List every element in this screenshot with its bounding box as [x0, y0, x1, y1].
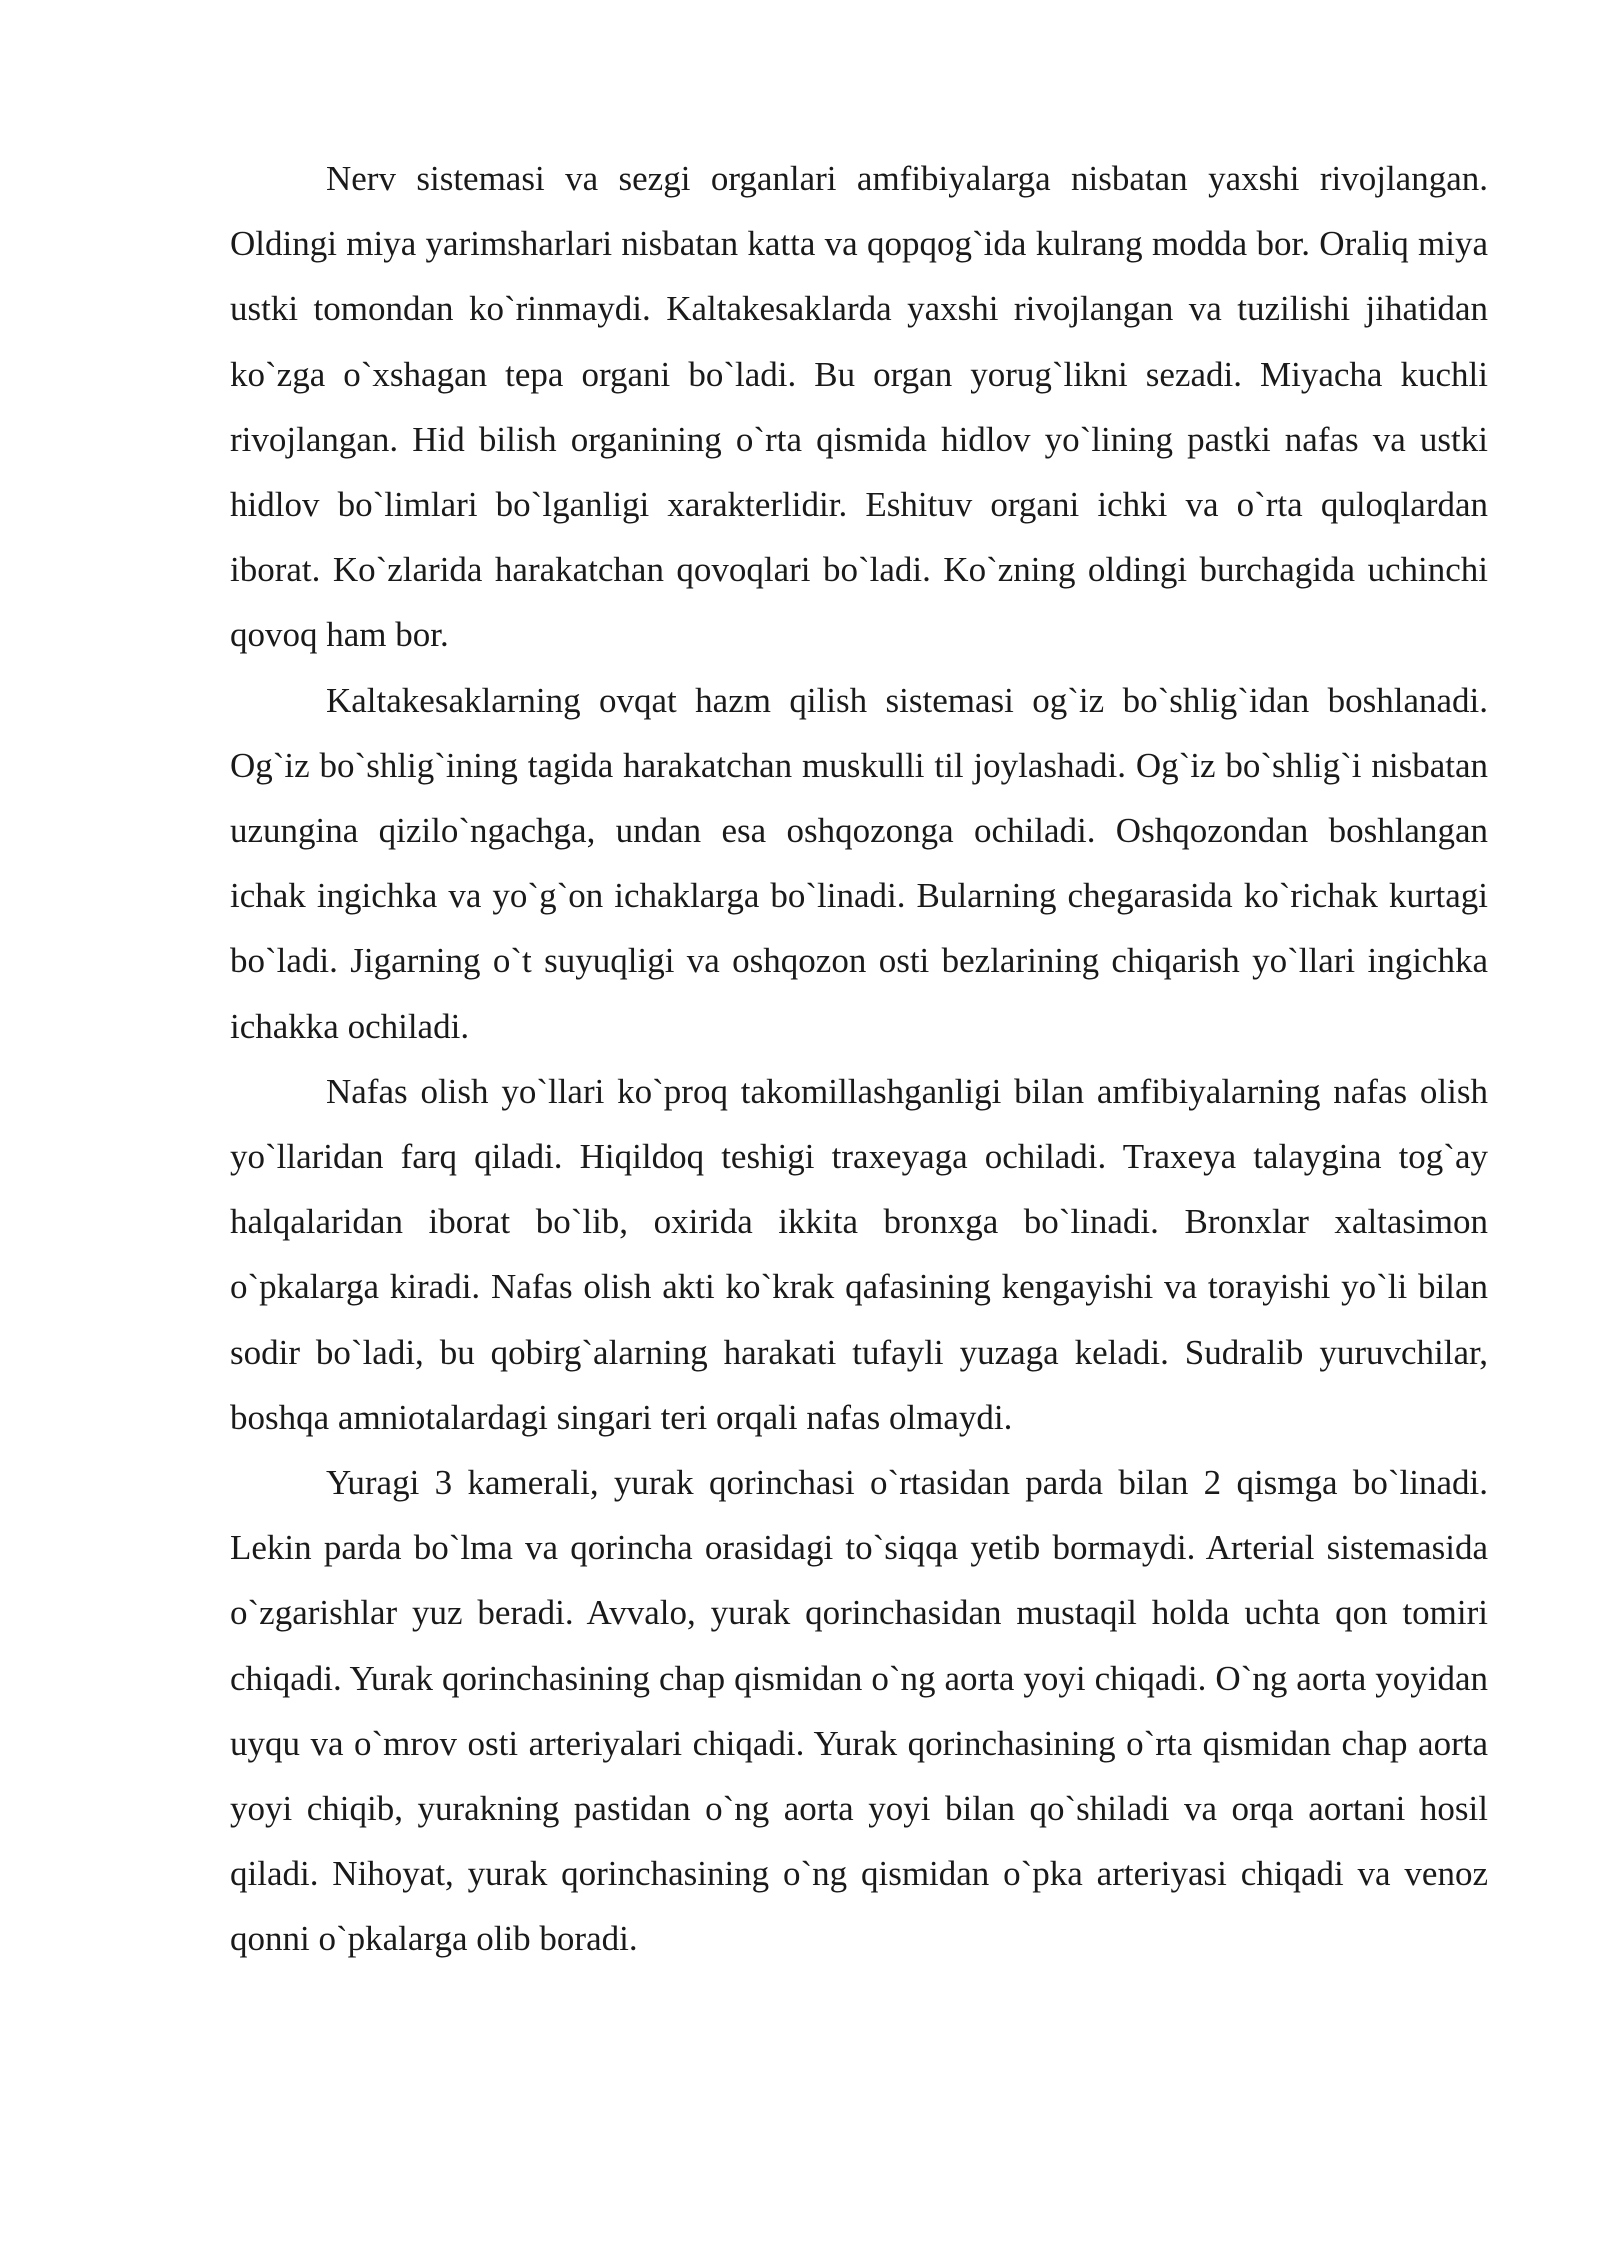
paragraph-nervous-system: Nerv sistemasi va sezgi organlari amfibiyalarga nisbatan yaxshi rivojlangan. Oldingi miya yarimsharlari nisbatan katta va qopqog`ida kulrang modda bor. Oraliq miya ustki tomondan ko`rinmaydi. Kaltakesaklarda yaxshi rivojlangan va tuzilishi jihatidan ko`zga o`xshagan tepa organi bo`ladi. Bu organ yorug`likni sezadi. Miyacha kuchli rivojlangan. Hid bilish organining o`rta qismida hidlov yo`lining pastki nafas va ustki hidlov bo`limlari bo`lganligi xarakterlidir. Eshituv organi ichki va o`rta quloqlardan iborat. Ko`zlarida harakatchan qovoqlari bo`ladi. Ko`zning oldingi burchagida uchinchi qovoq ham bor. — [230, 159, 1488, 655]
paragraph-digestive-system: Kaltakesaklarning ovqat hazm qilish sistemasi og`iz bo`shlig`idan boshlanadi. Og`iz bo`shlig`ining tagida harakatchan muskulli til joylashadi. Og`iz bo`shlig`i nisbatan uzungina qizilo`ngachga, undan esa oshqozonga ochiladi. Oshqozondan boshlangan ichak ingichka va yo`g`on ichaklarga bo`linadi. Bularning chegarasida ko`richak kurtagi bo`ladi. Jigarning o`t suyuqligi va oshqozon osti bezlarining chiqarish yo`llari ingichka ichakka ochiladi. — [230, 680, 1488, 1046]
paragraph-respiratory-system: Nafas olish yo`llari ko`proq takomillashganligi bilan amfibiyalarning nafas olish yo`llaridan farq qiladi. Hiqildoq teshigi traxeyaga ochiladi. Traxeya talaygina tog`ay halqalaridan iborat bo`lib, oxirida ikkita bronxga bo`linadi. Bronxlar xaltasimon o`pkalarga kiradi. Nafas olish akti ko`krak qafasining kengayishi va torayishi yo`li bilan sodir bo`ladi, bu qobirg`alarning harakati tufayli yuzaga keladi. Sudralib yuruvchilar, boshqa amniotalardagi singari teri orqali nafas olmaydi. — [230, 1071, 1488, 1437]
paragraph-circulatory-system: Yuragi 3 kamerali, yurak qorinchasi o`rtasidan parda bilan 2 qismga bo`linadi. Lekin parda bo`lma va qorincha orasidagi to`siqqa yetib bormaydi. Arterial sistemasida o`zgarishlar yuz beradi. Avvalo, yurak qorinchasidan mustaqil holda uchta qon tomiri chiqadi. Yurak qorinchasining chap qismidan o`ng aorta yoyi chiqadi. O`ng aorta yoyidan uyqu va o`mrov osti arteriyalari chiqadi. Yurak qorinchasining o`rta qismidan chap aorta yoyi chiqib, yurakning pastidan o`ng aorta yoyi bilan qo`shiladi va orqa aortani hosil qiladi. Nihoyat, yurak qorinchasining o`ng qismidan o`pka arteriyasi chiqadi va venoz qonni o`pkalarga olib boradi. — [230, 1463, 1488, 1959]
document-body — [230, 146, 1488, 1972]
